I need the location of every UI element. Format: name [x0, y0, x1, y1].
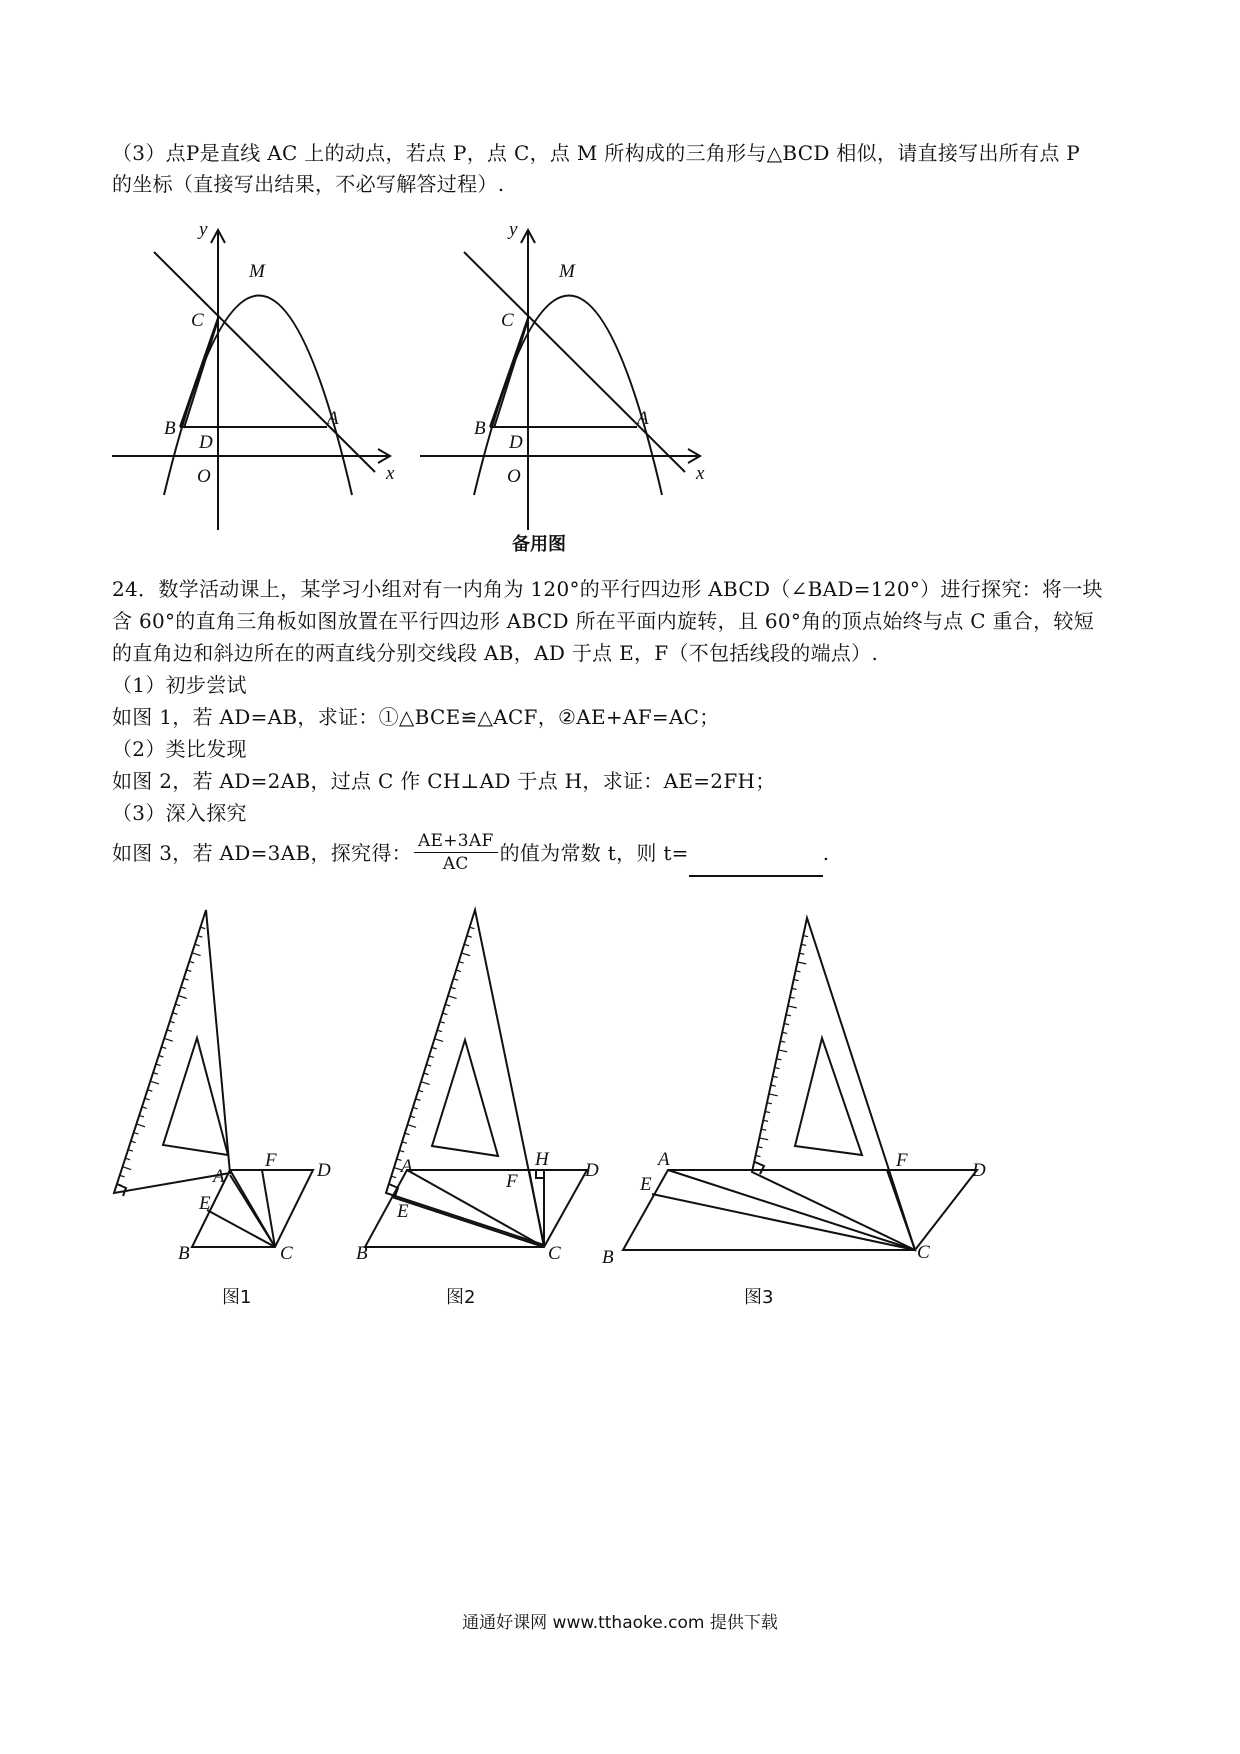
label-O: O: [507, 466, 521, 487]
ruler-tick: [786, 1015, 791, 1016]
ruler-tick: [778, 1050, 787, 1052]
ruler-tick: [148, 1090, 153, 1092]
ruler-tick: [440, 1022, 445, 1024]
q24-part1-text: 如图 1，若 AD=AB，求证：①△BCE≌△ACF，②AE+AF=AC；: [112, 705, 720, 729]
ruler-tick: [407, 1125, 416, 1128]
ruler-tick: [429, 1056, 434, 1058]
ruler-tick: [757, 1147, 762, 1148]
q24-part2-title: （2）类比发现: [112, 737, 247, 761]
ruler-tick: [756, 1155, 761, 1156]
ruler-tick: [402, 1142, 407, 1144]
ruler-tick: [792, 988, 797, 989]
ruler-tick: [767, 1103, 772, 1104]
ruler-tick: [150, 1081, 159, 1084]
ruler-tick: [394, 1168, 403, 1171]
label-D: D: [509, 432, 523, 453]
label-x: x: [386, 463, 395, 484]
ruler-tick: [451, 987, 456, 989]
label-A: A: [637, 408, 649, 429]
fraction: [414, 830, 498, 875]
ruler-tick: [159, 1056, 164, 1058]
label-B: B: [164, 418, 176, 439]
ruler-tick: [117, 1184, 122, 1186]
label-y: y: [509, 219, 518, 240]
ruler-tick: [200, 927, 205, 929]
ruler-tick: [790, 997, 795, 998]
ruler-tick: [464, 944, 469, 946]
ruler-tick: [139, 1115, 144, 1117]
ruler-tick: [424, 1073, 429, 1075]
ruler-tick: [120, 1175, 125, 1177]
ruler-tick: [195, 944, 200, 946]
ruler-tick: [775, 1068, 780, 1069]
q23-part3-line2: 的坐标（直接写出结果，不必写解答过程）.: [112, 172, 505, 196]
ruler-tick: [761, 1129, 766, 1130]
ruler-tick: [456, 970, 461, 972]
label-A: A: [327, 408, 339, 429]
ruler-tick: [161, 1047, 166, 1049]
ruler-tick: [142, 1107, 147, 1109]
ruler-tick: [153, 1073, 158, 1075]
ruler-tick: [759, 1138, 768, 1140]
ruler-tick: [123, 1167, 132, 1170]
ruler-tick: [170, 1021, 175, 1023]
q24-part3-text: [112, 832, 829, 877]
q23-part3-line1: （3）点P是直线 AC 上的动点，若点 P，点 C，点 M 所构成的三角形与△BCD 相似，请直接写出所有点 P: [112, 141, 1081, 165]
ruler-tick: [801, 944, 806, 945]
ruler-tick: [189, 961, 194, 963]
ruler-tick: [175, 1004, 180, 1006]
label-B: B: [602, 1247, 614, 1268]
label-M: M: [249, 261, 265, 282]
ruler-tick: [771, 1085, 776, 1086]
label-D: D: [199, 432, 213, 453]
ruler-tick: [131, 1141, 136, 1143]
label-C: C: [548, 1243, 561, 1264]
ruler-tick: [184, 978, 189, 980]
ruler-tick: [125, 1158, 130, 1160]
ruler-tick: [763, 1120, 768, 1121]
label-M: M: [559, 261, 575, 282]
label-H: H: [535, 1149, 549, 1170]
q24-part2-text: 如图 2，若 AD=2AB，过点 C 作 CH⊥AD 于点 H，求证：AE=2FH；: [112, 769, 776, 793]
label-E: E: [640, 1174, 652, 1195]
ruler-tick: [784, 1024, 789, 1025]
label-B: B: [178, 1243, 190, 1264]
ruler-tick: [426, 1065, 431, 1067]
ruler-tick: [780, 1041, 785, 1042]
ruler-tick: [788, 1006, 797, 1008]
ruler-tick: [128, 1150, 133, 1152]
ruler-tick: [443, 1013, 448, 1015]
ruler-tick: [410, 1116, 415, 1118]
q24-intro-line2: 含 60°的直角三角板如图放置在平行四边形 ABCD 所在平面内旋转，且 60°角的顶点始终与点 C 重合，较短: [112, 609, 1094, 633]
ruler-tick: [796, 971, 801, 972]
label-C: C: [917, 1242, 930, 1263]
ruler-tick: [397, 1159, 402, 1161]
ruler-tick: [173, 1013, 178, 1015]
label-A: A: [213, 1166, 225, 1187]
ruler-tick: [437, 1030, 442, 1032]
ruler-tick: [391, 1176, 396, 1178]
label-O: O: [197, 466, 211, 487]
ruler-tick: [448, 996, 457, 999]
label-x: x: [696, 463, 705, 484]
q24-part1-title: （1）初步尝试: [112, 673, 247, 697]
label-C: C: [501, 310, 514, 331]
ruler-tick: [773, 1076, 778, 1077]
label-y: y: [199, 219, 208, 240]
ruler-tick: [181, 987, 186, 989]
q24-part3-title: （3）深入探究: [112, 801, 247, 825]
ruler-tick: [134, 1133, 139, 1135]
caption-fig3: 图3: [744, 1287, 774, 1308]
label-F: F: [265, 1150, 277, 1171]
ruler-tick: [459, 962, 464, 964]
label-D: D: [317, 1160, 331, 1181]
ruler-tick: [192, 953, 201, 956]
label-B: B: [474, 418, 486, 439]
caption-fig2: 图2: [446, 1287, 476, 1308]
ruler-tick: [794, 980, 799, 981]
ruler-tick: [136, 1124, 145, 1127]
fraction-denominator: AC: [442, 854, 469, 874]
label-E: E: [199, 1193, 211, 1214]
ruler-tick: [164, 1038, 173, 1041]
label-D: D: [585, 1160, 599, 1181]
label-E: E: [397, 1201, 409, 1222]
ruler-tick: [198, 936, 203, 938]
part3-suffix: 的值为常数 t，则 t=: [499, 841, 689, 865]
ruler-tick: [416, 1099, 421, 1101]
ruler-tick: [413, 1107, 418, 1109]
page-footer: 通通好课网 www.tthaoke.com 提供下载: [462, 1613, 778, 1633]
ruler-tick: [432, 1047, 437, 1049]
ruler-tick: [178, 996, 187, 999]
label-B: B: [356, 1243, 368, 1264]
label-A: A: [658, 1149, 670, 1170]
ruler-tick: [470, 927, 475, 929]
ruler-tick: [467, 936, 472, 938]
ruler-tick: [461, 953, 470, 956]
part3-prefix: 如图 3，若 AD=3AB，探究得：: [112, 841, 412, 865]
label-D: D: [972, 1160, 986, 1181]
ruler-tick: [769, 1094, 778, 1096]
ruler-tick: [405, 1133, 410, 1135]
ruler-tick: [156, 1064, 161, 1066]
fraction-numerator: AE+3AF: [414, 830, 498, 853]
ruler-tick: [167, 1030, 172, 1032]
ruler-tick: [803, 936, 808, 937]
ruler-tick: [445, 1004, 450, 1006]
ruler-tick: [777, 1059, 782, 1060]
ruler-tick: [453, 979, 458, 981]
ruler-tick: [421, 1082, 430, 1085]
part3-end: .: [822, 841, 830, 865]
ruler-tick: [399, 1150, 404, 1152]
ruler-tick: [418, 1090, 423, 1092]
ruler-tick: [782, 1032, 787, 1033]
ruler-tick: [434, 1039, 443, 1042]
caption-fig1: 图1: [222, 1287, 252, 1308]
answer-blank: [689, 855, 823, 877]
label-F: F: [506, 1171, 518, 1192]
ruler-tick: [765, 1112, 770, 1113]
ruler-tick: [187, 970, 192, 972]
label-C: C: [280, 1243, 293, 1264]
label-C: C: [191, 310, 204, 331]
ruler-tick: [145, 1098, 150, 1100]
caption-backup: 备用图: [512, 534, 566, 555]
label-A: A: [401, 1156, 413, 1177]
q24-intro-line1: 24．数学活动课上，某学习小组对有一内角为 120°的平行四边形 ABCD（∠BAD=120°）进行探究：将一块: [112, 577, 1103, 601]
q24-intro-line3: 的直角边和斜边所在的两直线分别交线段 AB，AD 于点 E，F（不包括线段的端点）.: [112, 641, 879, 665]
label-F: F: [896, 1150, 908, 1171]
ruler-tick: [799, 953, 804, 954]
ruler-tick: [797, 962, 806, 964]
